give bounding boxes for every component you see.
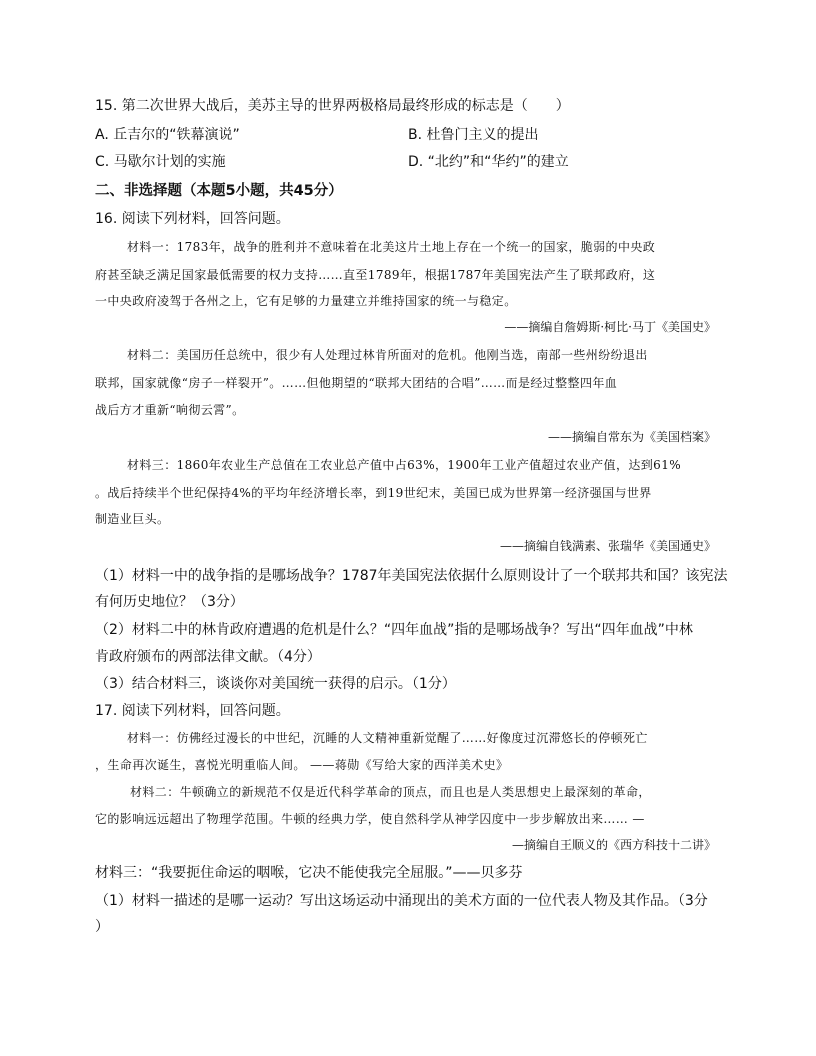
q16-sub3: （3）结合材料三，谈谈你对美国统一获得的启示。（1分）: [95, 676, 456, 692]
q16-material3-line2: 。战后持续半个世纪保持4%的平均年经济增长率，到19世纪末，美国已成为世界第一经济强国与世界: [95, 486, 652, 500]
q17-material2-line2: 它的影响远远超出了物理学范围。牛顿的经典力学，使自然科学从神学囚度中一步步解放出来…… —: [95, 812, 645, 826]
q15-option-b: B. 杜鲁门主义的提出: [408, 127, 539, 143]
q16-material1-line2: 府甚至缺乏满足国家最低需要的权力支持……直至1789年，根据1787年美国宪法产生了联邦政府，这: [95, 268, 656, 282]
q16-sub2-line1: （2）材料二中的林肯政府遭遇的危机是什么？“四年血战”指的是哪场战争？写出“四年血战”中林: [95, 622, 693, 638]
q17-intro: 17. 阅读下列材料，回答问题。: [95, 703, 290, 719]
q16-material1-source: ——摘编自詹姆斯·柯比·马丁《美国史》: [504, 320, 716, 334]
q17-material2-line1: 材料二：牛顿确立的新规范不仅是近代科学革命的顶点，而且也是人类思想史上最深刻的革命，: [130, 785, 651, 799]
q16-sub2-line2: 肯政府颁布的两部法律文献。（4分）: [95, 649, 321, 665]
q16-sub1-line2: 有何历史地位？（3分）: [95, 594, 244, 610]
q15-option-d: D. “北约”和“华约”的建立: [408, 154, 569, 170]
q17-sub1-line2: ）: [95, 919, 109, 935]
q17-material2-source: —摘编自王顺义的《西方科技十二讲》: [511, 838, 716, 852]
q17-material1-line2: ，生命再次诞生，喜悦光明重临人间。 ——蒋勋《写给大家的西洋美术史》: [95, 758, 509, 772]
q16-material3-line3: 制造业巨头。: [95, 512, 170, 526]
q15-option-c: C. 马歇尔计划的实施: [95, 154, 226, 170]
q15-stem: 15. 第二次世界大战后，美苏主导的世界两极格局最终形成的标志是（ ）: [95, 98, 570, 114]
q16-sub1-line1: （1）材料一中的战争指的是哪场战争？1787年美国宪法依据什么原则设计了一个联邦共和国？该宪法: [95, 568, 728, 584]
q15-option-a: A. 丘吉尔的“铁幕演说”: [95, 127, 240, 143]
q16-material3-line1: 材料三：1860年农业生产总值在工农业总产值中占63%，1900年工业产值超过农业产值，达到61%: [127, 458, 682, 472]
section2-title: 二、非选择题（本题5小题，共45分）: [95, 183, 343, 199]
q16-material2-source: ——摘编自常东为《美国档案》: [547, 430, 716, 444]
q16-material1-line1: 材料一：1783年，战争的胜利并不意味着在北美这片土地上存在一个统一的国家，脆弱的中央政: [127, 240, 656, 254]
q17-material3: 材料三：“我要扼住命运的咽喉，它决不能使我完全屈服。”——贝多芬: [95, 865, 523, 881]
q16-intro: 16. 阅读下列材料，回答问题。: [95, 211, 290, 227]
q17-material1-line1: 材料一：仿佛经过漫长的中世纪，沉睡的人文精神重新觉醒了……好像度过沉滞悠长的停顿死亡: [127, 731, 648, 745]
q16-material3-source: ——摘编自钱满素、张瑞华《美国通史》: [499, 539, 716, 553]
q16-material2-line3: 战后方才重新“响彻云霄”。: [95, 403, 245, 417]
q16-material2-line1: 材料二：美国历任总统中，很少有人处理过林肯所面对的危机。他刚当选，南部一些州纷纷退出: [127, 348, 648, 362]
q16-material1-line3: 一中央政府凌驾于各州之上，它有足够的力量建立并维持国家的统一与稳定。: [95, 294, 517, 308]
q16-material2-line2: 联邦，国家就像“房子一样裂开”。……但他期望的“联邦大团结的合唱”……而是经过整整四年血: [95, 376, 618, 390]
q17-sub1-line1: （1）材料一描述的是哪一运动？写出这场运动中涌现出的美术方面的一位代表人物及其作品。（3分: [95, 893, 708, 909]
